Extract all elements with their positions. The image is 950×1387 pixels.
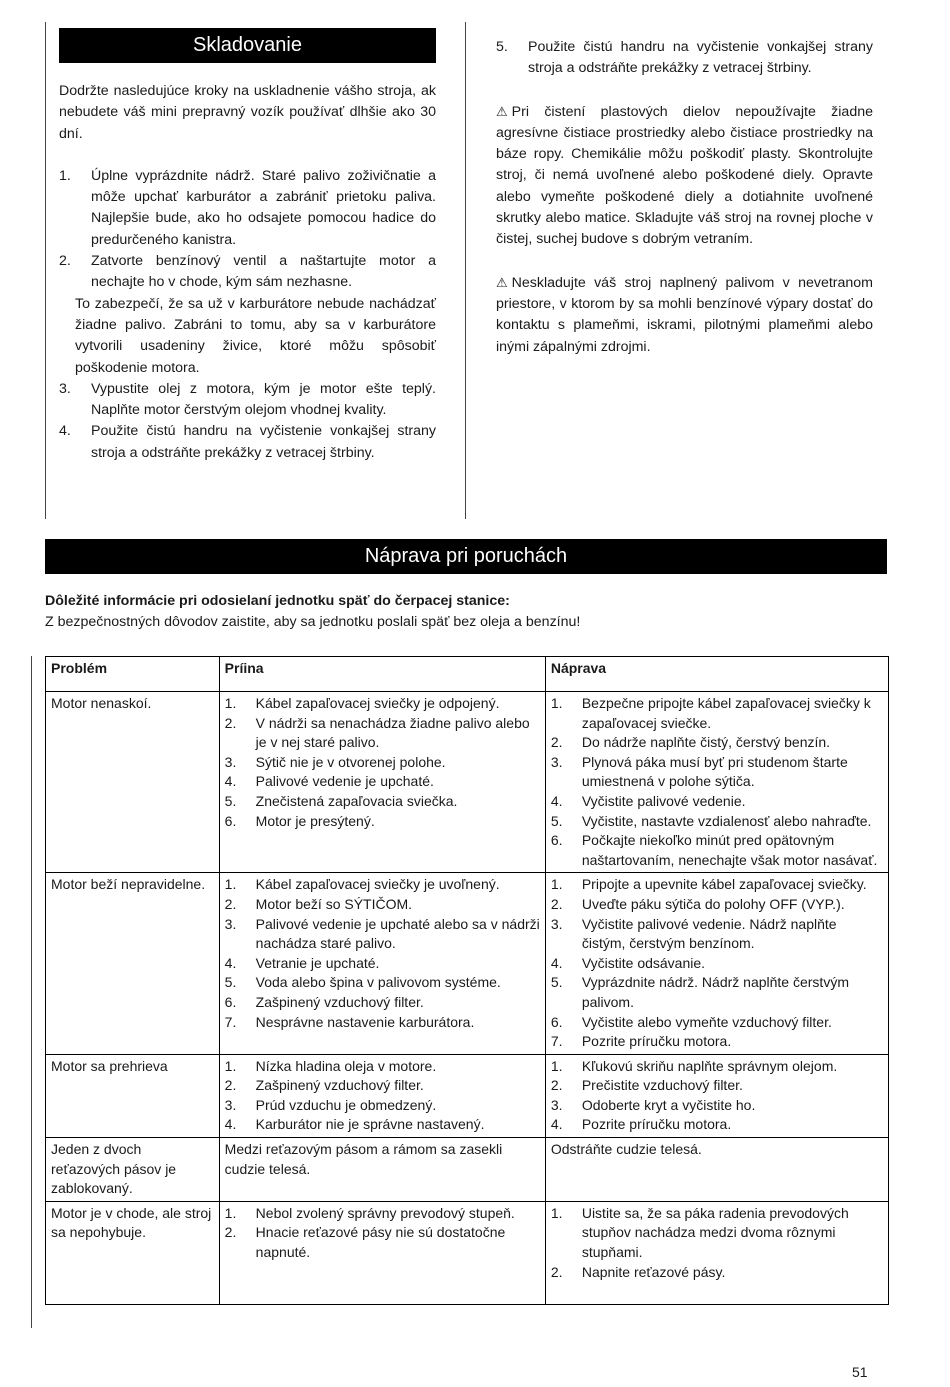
table-row <box>46 1138 889 1202</box>
page-number: 51 <box>852 1364 868 1380</box>
step-text: Úplne vyprázdnite nádrž. Staré palivo zoživičnatie a môže upchať karburátor a zabrániť prietoku paliva. Najlepšie bude, ako ho odsajete pomocou hadice do predurčeného kanistra. <box>91 167 436 248</box>
cause-cell <box>219 873 545 1054</box>
item-text: Pripojte a upevnite kábel zapaľovacej sviečky. <box>581 876 867 893</box>
item-text: Vyčistite palivové vedenie. Nádrž naplňte čistým, čerstvým benzínom. <box>581 915 837 952</box>
item-number: 6. <box>224 812 237 829</box>
item-number: 2. <box>224 1224 237 1241</box>
item-text: Karburátor nie je správne nastavený. <box>255 1116 485 1133</box>
warning-paragraph-1 <box>496 101 873 251</box>
item-number: 3. <box>224 915 237 932</box>
item-number: 2. <box>224 714 237 731</box>
remedy-cell <box>545 692 888 873</box>
list-item <box>551 694 883 733</box>
item-number: 1. <box>224 1204 237 1221</box>
table-row <box>46 1054 889 1137</box>
cause-cell <box>219 1201 545 1304</box>
item-number: 4. <box>224 954 237 971</box>
item-number: 5. <box>224 974 237 991</box>
notice-heading: Dôležité informácie pri odosielaní jednotku späť do čerpacej stanice: <box>45 593 510 609</box>
notice-text: Z bezpečnostných dôvodov zaistite, aby sa jednotku poslali späť bez oleja a benzínu! <box>45 614 581 631</box>
item-number: 4. <box>224 1116 237 1133</box>
table-row <box>46 1201 889 1304</box>
header-remedy: Náprava <box>545 657 888 692</box>
list-item <box>225 792 540 812</box>
warning-text-2: Neskladujte váš stroj naplnený palivom v nevetranom priestore, v ktorom by sa mohli benzínové výpary dostať do kontaktu s plameňmi, iskrami, pilotnými plameňmi alebo inými zápalnými zdrojmi. <box>496 274 873 355</box>
list-item <box>225 1204 540 1224</box>
cause-cell <box>219 1054 545 1137</box>
list-item <box>551 1013 883 1033</box>
item-text: Pozrite príručku motora. <box>581 1033 732 1050</box>
list-item <box>225 1013 540 1033</box>
item-text: Nesprávne nastavenie karburátora. <box>255 1013 475 1030</box>
list-item <box>225 954 540 974</box>
warning-text-1: Pri čistení plastových dielov nepoužívajte žiadne agresívne čistiace prostriedky alebo čistiace prostriedky na báze ropy. Chemikálie môžu poškodiť plasty. Skontrolujte stroj, či nemá uvoľnené alebo poškodené diely. Opravte alebo vymeňte poškodené diely a dotiahnite uvoľnené skrutky alebo matice. Skladujte váš stroj na rovnej ploche v čistej, suchej budove s dobrým vetraním. <box>496 103 873 248</box>
item-number: 2. <box>550 1077 563 1094</box>
storage-left-column <box>59 81 436 464</box>
step-number: 2. <box>59 253 71 270</box>
problem-cell: Motor beží nepravidelne. <box>46 873 220 1054</box>
troubleshooting-table <box>45 656 889 1305</box>
list-item <box>551 954 883 974</box>
list-item <box>551 1096 883 1116</box>
item-text: Kľukovú skriňu naplňte správnym olejom. <box>581 1057 838 1074</box>
item-number: 1. <box>550 1204 563 1221</box>
item-text: Vyprázdnite nádrž. Nádrž naplňte čerstvým palivom. <box>581 974 849 1010</box>
header-cause: Príina <box>219 657 545 692</box>
troubleshooting-title: Náprava pri poruchách <box>45 539 887 574</box>
item-number: 1. <box>550 695 563 711</box>
storage-step <box>59 251 436 294</box>
step-text: Použite čistú handru na vyčistenie vonkajšej strany stroja a odstráňte prekážky z vetracej štrbiny. <box>91 423 436 461</box>
warning-icon: ⚠ <box>496 103 508 119</box>
storage-step <box>59 294 436 379</box>
list-item <box>551 1263 883 1283</box>
list-item <box>225 1076 540 1096</box>
list-item <box>225 772 540 792</box>
list-item <box>225 875 540 895</box>
item-text: Vyčistite, nastavte vzdialenosť alebo nahraďte. <box>581 812 872 829</box>
list-item <box>225 714 540 753</box>
problem-cell: Motor nenaskoí. <box>46 692 220 873</box>
table-left-rule <box>31 656 32 1328</box>
problem-cell: Motor sa prehrieva <box>46 1054 220 1137</box>
table-header-row <box>46 657 889 692</box>
storage-steps <box>59 166 436 464</box>
step-text: Zatvorte benzínový ventil a naštartujte motor a nechajte ho v chode, kým sám nezhasne. <box>91 253 436 291</box>
item-text: Plynová páka musí byť pri studenom štarte umiestnená v polohe sýtiča. <box>581 753 848 790</box>
item-text: Kábel zapaľovacej sviečky je odpojený. <box>255 695 500 711</box>
item-text: Pozrite príručku motora. <box>581 1116 732 1133</box>
list-item <box>551 733 883 753</box>
list-item <box>551 895 883 915</box>
item-text: Kábel zapaľovacej sviečky je uvoľnený. <box>255 876 500 893</box>
list-item <box>551 792 883 812</box>
list-item <box>225 1115 540 1135</box>
item-text: Voda alebo špina v palivovom systéme. <box>255 974 501 991</box>
item-text: Palivové vedenie je upchaté. <box>255 773 434 790</box>
item-text: V nádrži sa nenachádza žiadne palivo alebo je v nej staré palivo. <box>255 714 530 751</box>
item-text: Vyčistite palivové vedenie. <box>581 792 746 809</box>
list-item <box>225 1057 540 1077</box>
list-item <box>225 812 540 832</box>
list-item <box>551 1204 883 1263</box>
step-text: Vypustite olej z motora, kým je motor ešte teplý. Naplňte motor čerstvým olejom vhodnej kvality. <box>91 380 436 419</box>
item-number: 1. <box>550 1057 563 1074</box>
list-item <box>225 753 540 773</box>
step-number: 1. <box>59 167 71 184</box>
item-number: 1. <box>224 695 237 711</box>
list-item <box>225 694 540 714</box>
warning-icon: ⚠ <box>496 274 508 290</box>
item-number: 2. <box>550 1263 563 1280</box>
item-number: 4. <box>224 773 237 790</box>
left-margin-rule <box>45 22 46 519</box>
list-item <box>551 831 883 870</box>
list-item <box>225 895 540 915</box>
list-item <box>551 1032 883 1052</box>
item-text: Nebol zvolený správny prevodový stupeň. <box>255 1204 515 1221</box>
list-item <box>225 973 540 993</box>
item-number: 6. <box>224 993 237 1010</box>
remedy-cell <box>545 873 888 1054</box>
step-number: 3. <box>59 380 71 397</box>
remedy-cell: Odstráňte cudzie telesá. <box>545 1138 888 1202</box>
item-text: Motor je presýtený. <box>255 812 375 829</box>
item-text: Nízka hladina oleja v motore. <box>255 1057 437 1074</box>
item-number: 3. <box>550 1096 563 1113</box>
item-text: Napnite reťazové pásy. <box>581 1263 726 1280</box>
list-item <box>225 915 540 954</box>
problem-cell: Motor je v chode, ale stroj sa nepohybuje. <box>46 1201 220 1304</box>
list-item <box>551 753 883 792</box>
header-problem: Problém <box>46 657 220 692</box>
item-number: 2. <box>550 895 563 912</box>
item-number: 7. <box>550 1033 563 1050</box>
list-item <box>551 1115 883 1135</box>
item-text: Sýtič nie je v otvorenej polohe. <box>255 753 446 770</box>
item-text: Vyčistite odsávanie. <box>581 954 706 971</box>
item-number: 1. <box>550 876 563 893</box>
list-item <box>551 1057 883 1077</box>
warning-paragraph-2 <box>496 272 873 358</box>
step-text: Použite čistú handru na vyčistenie vonkajšej strany stroja a odstráňte prekážky z vetracej štrbiny. <box>528 39 873 77</box>
column-divider <box>465 22 466 519</box>
item-text: Zašpinený vzduchový filter. <box>255 1077 424 1094</box>
item-number: 6. <box>550 1013 563 1030</box>
item-number: 6. <box>550 832 563 849</box>
item-text: Zašpinený vzduchový filter. <box>255 993 424 1010</box>
storage-step <box>59 379 436 422</box>
storage-step <box>59 421 436 464</box>
item-number: 2. <box>224 1077 237 1094</box>
item-text: Hnacie reťazové pásy nie sú dostatočne napnuté. <box>255 1224 506 1261</box>
storage-title: Skladovanie <box>59 28 436 63</box>
item-number: 3. <box>224 753 237 770</box>
shipping-notice <box>45 591 895 634</box>
item-number: 7. <box>224 1013 237 1030</box>
table-row <box>46 692 889 873</box>
item-text: Znečistená zapaľovacia sviečka. <box>255 792 458 809</box>
item-text: Palivové vedenie je upchaté alebo sa v nádrži nachádza staré palivo. <box>255 915 540 952</box>
storage-right-column <box>496 37 873 358</box>
item-text: Uveďte páku sýtiča do polohy OFF (VYP.). <box>581 895 845 912</box>
item-number: 5. <box>224 792 237 809</box>
cause-cell <box>219 692 545 873</box>
problem-cell: Jeden z dvoch reťazových pásov je zablokovaný. <box>46 1138 220 1202</box>
item-number: 4. <box>550 954 563 971</box>
remedy-cell <box>545 1054 888 1137</box>
list-item <box>551 1076 883 1096</box>
list-item <box>225 1096 540 1116</box>
step-number: 5. <box>496 39 508 55</box>
list-item <box>551 875 883 895</box>
cause-cell: Medzi reťazovým pásom a rámom sa zasekli cudzie telesá. <box>219 1138 545 1202</box>
item-number: 3. <box>224 1096 237 1113</box>
storage-step-5 <box>496 37 873 80</box>
list-item <box>225 1223 540 1262</box>
item-number: 2. <box>224 895 237 912</box>
item-text: Motor beží so SÝTIČOM. <box>255 895 413 912</box>
list-item <box>551 812 883 832</box>
item-text: Uistite sa, že sa páka radenia prevodových stupňov nachádza medzi dvoma rôznymi stupňami. <box>581 1204 849 1261</box>
item-number: 5. <box>550 812 563 829</box>
remedy-cell <box>545 1201 888 1304</box>
storage-intro: Dodržte nasledujúce kroky na uskladnenie vášho stroja, ak nebudete váš mini prepravný vozík používať dlhšie ako 30 dní. <box>59 83 436 142</box>
item-number: 4. <box>550 1116 563 1133</box>
item-number: 3. <box>550 753 563 770</box>
item-number: 1. <box>224 876 237 893</box>
list-item <box>551 973 883 1012</box>
step-number: 4. <box>59 423 71 440</box>
item-text: Do nádrže naplňte čistý, čerstvý benzín. <box>581 734 831 751</box>
step-text: To zabezpečí, že sa už v karburátore nebude nachádzať žiadne palivo. Zabráni to tomu, aby sa v karburátore vytvorili usadeniny živice, ktoré môžu spôsobiť poškodenie motora. <box>75 295 436 376</box>
item-number: 3. <box>550 915 563 932</box>
item-number: 1. <box>224 1057 237 1074</box>
item-text: Bezpečne pripojte kábel zapaľovacej sviečky k zapaľovacej sviečke. <box>581 695 871 731</box>
item-text: Vetranie je upchaté. <box>255 954 380 971</box>
list-item <box>225 993 540 1013</box>
item-text: Odoberte kryt a vyčistite ho. <box>581 1096 756 1113</box>
item-text: Prúd vzduchu je obmedzený. <box>255 1096 437 1113</box>
item-text: Prečistite vzduchový filter. <box>581 1077 743 1094</box>
item-text: Počkajte niekoľko minút pred opätovným naštartovaním, nenechajte však motor nasávať. <box>581 832 878 868</box>
table-row <box>46 873 889 1054</box>
item-number: 2. <box>550 734 563 751</box>
item-number: 5. <box>550 974 563 991</box>
item-text: Vyčistite alebo vymeňte vzduchový filter. <box>581 1013 832 1030</box>
list-item <box>551 915 883 954</box>
storage-step <box>59 166 436 251</box>
item-number: 4. <box>550 792 563 809</box>
